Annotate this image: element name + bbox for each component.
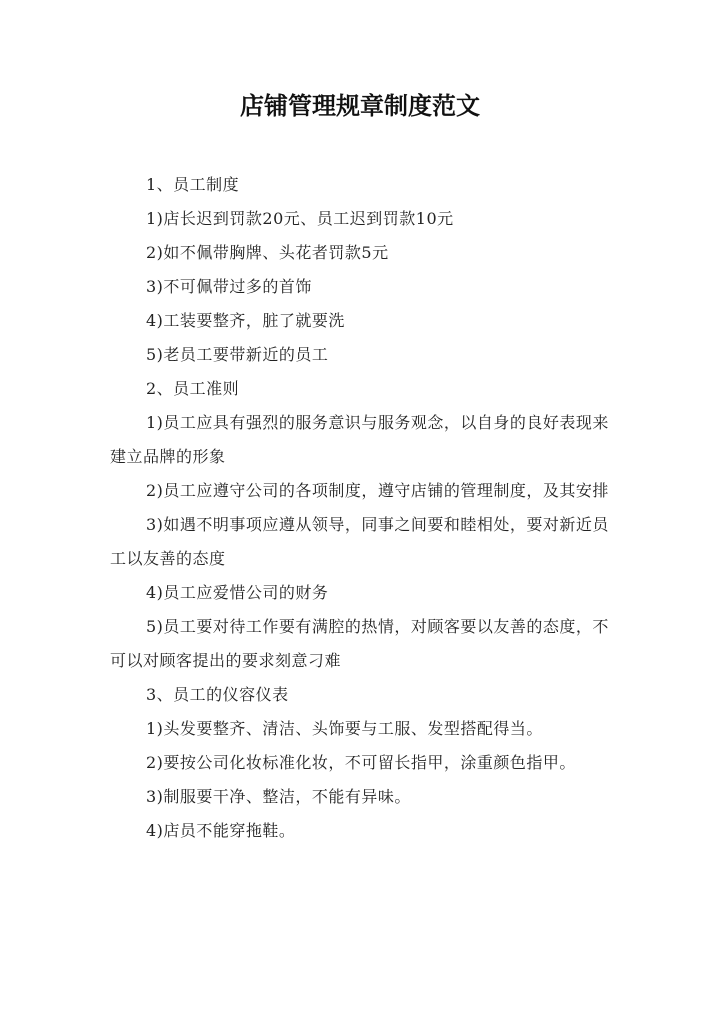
paragraph: 1)店长迟到罚款20元、员工迟到罚款10元 [146,209,454,228]
paragraph: 2)要按公司化妆标准化妆，不可留长指甲，涂重颜色指甲。 [146,753,576,772]
section-heading-staff-code: 2、员工准则 [146,379,240,398]
paragraph: 1)头发要整齐、清洁、头饰要与工服、发型搭配得当。 [146,719,543,738]
section-heading-staff-rules: 1、员工制度 [146,175,240,194]
paragraph: 5)员工要对待工作要有满腔的热情，对顾客要以友善的态度，不可以对顾客提出的要求刻意刁难 [110,617,609,670]
paragraph: 2)员工应遵守公司的各项制度，遵守店铺的管理制度，及其安排 [146,481,609,500]
paragraph: 3)如遇不明事项应遵从领导，同事之间要和睦相处，要对新近员工以友善的态度 [110,515,609,568]
paragraph: 3)制服要干净、整洁，不能有异味。 [146,787,411,806]
document-title: 店铺管理规章制度范文 [240,92,480,120]
paragraph: 2)如不佩带胸牌、头花者罚款5元 [146,243,389,262]
paragraph: 4)工装要整齐，脏了就要洗 [146,311,345,330]
paragraph: 1)员工应具有强烈的服务意识与服务观念，以自身的良好表现来建立品牌的形象 [110,413,609,466]
paragraph: 5)老员工要带新近的员工 [146,345,329,364]
document-body [110,168,618,848]
paragraph: 3)不可佩带过多的首饰 [146,277,312,296]
section-heading-appearance: 3、员工的仪容仪表 [146,685,289,704]
paragraph: 4)员工应爱惜公司的财务 [146,583,329,602]
paragraph: 4)店员不能穿拖鞋。 [146,821,296,840]
